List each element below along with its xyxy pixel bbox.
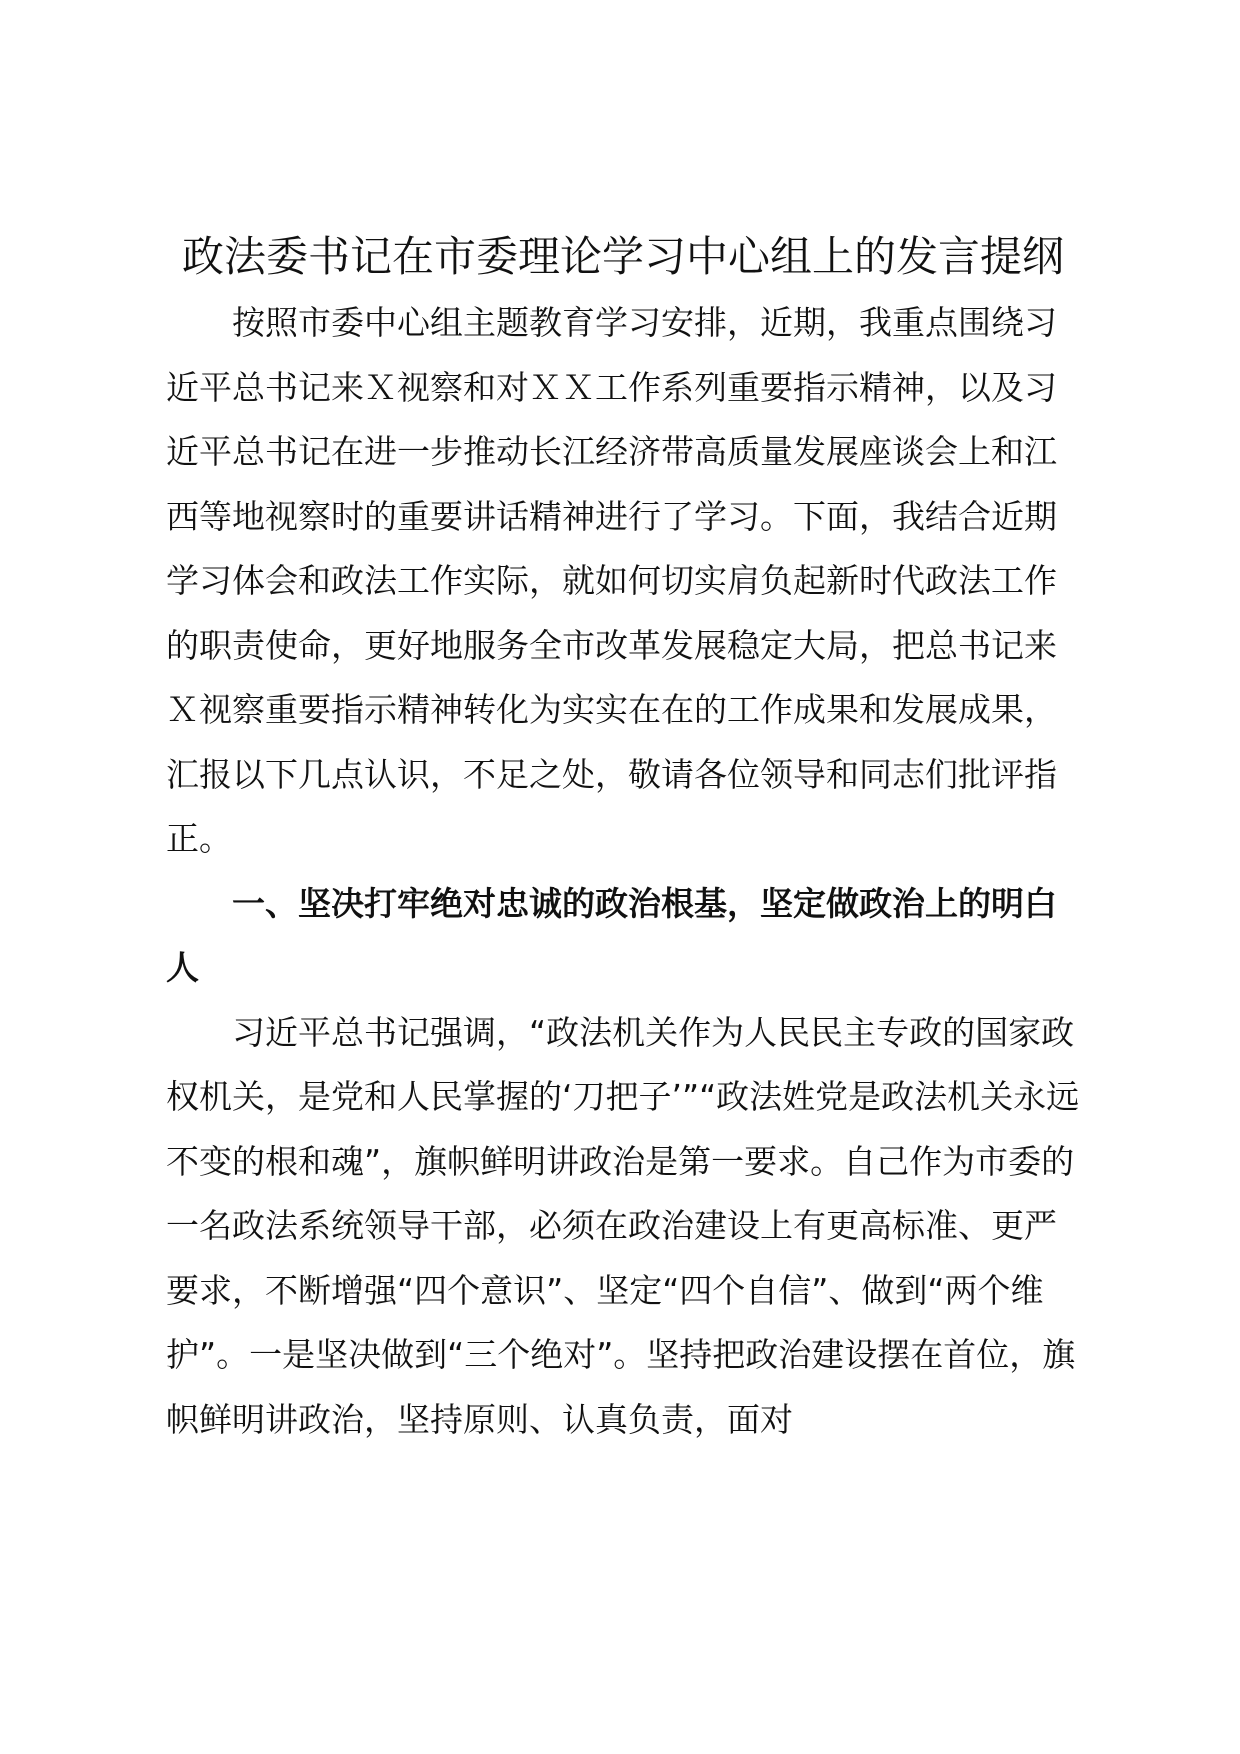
document-body	[166, 228, 1080, 1452]
intro-paragraph: 按照市委中心组主题教育学习安排，近期，我重点围绕习近平总书记来Ｘ视察和对ＸＸ工作系列重要指示精神，以及习近平总书记在进一步推动长江经济带高质量发展座谈会上和江西等地视察时的重要讲话精神进行了学习。下面，我结合近期学习体会和政法工作实际，就如何切实肩负起新时代政法工作的职责使命，更好地服务全市改革发展稳定大局，把总书记来Ｘ视察重要指示精神转化为实实在在的工作成果和发展成果，汇报以下几点认识，不足之处，敬请各位领导和同志们批评指正。	[166, 303, 1057, 858]
document-title: 政法委书记在市委理论学习中心组上的发言提纲	[181, 232, 1064, 281]
section-heading-1: 一、坚决打牢绝对忠诚的政治根基，坚定做政治上的明白人	[166, 883, 1057, 987]
section-body-1: 习近平总书记强调，“政法机关作为人民民主专政的国家政权机关，是党和人民掌握的‘刀把子’”“政法姓党是政法机关永远不变的根和魂”，旗帜鲜明讲政治是第一要求。自己作为市委的一名政法系统领导干部，必须在政治建设上有更高标准、更严要求，不断增强“四个意识”、坚定“四个自信”、做到“两个维护”。一是坚决做到“三个绝对”。坚持把政治建设摆在首位，旗帜鲜明讲政治，坚持原则、认真负责，面对	[166, 1012, 1080, 1439]
